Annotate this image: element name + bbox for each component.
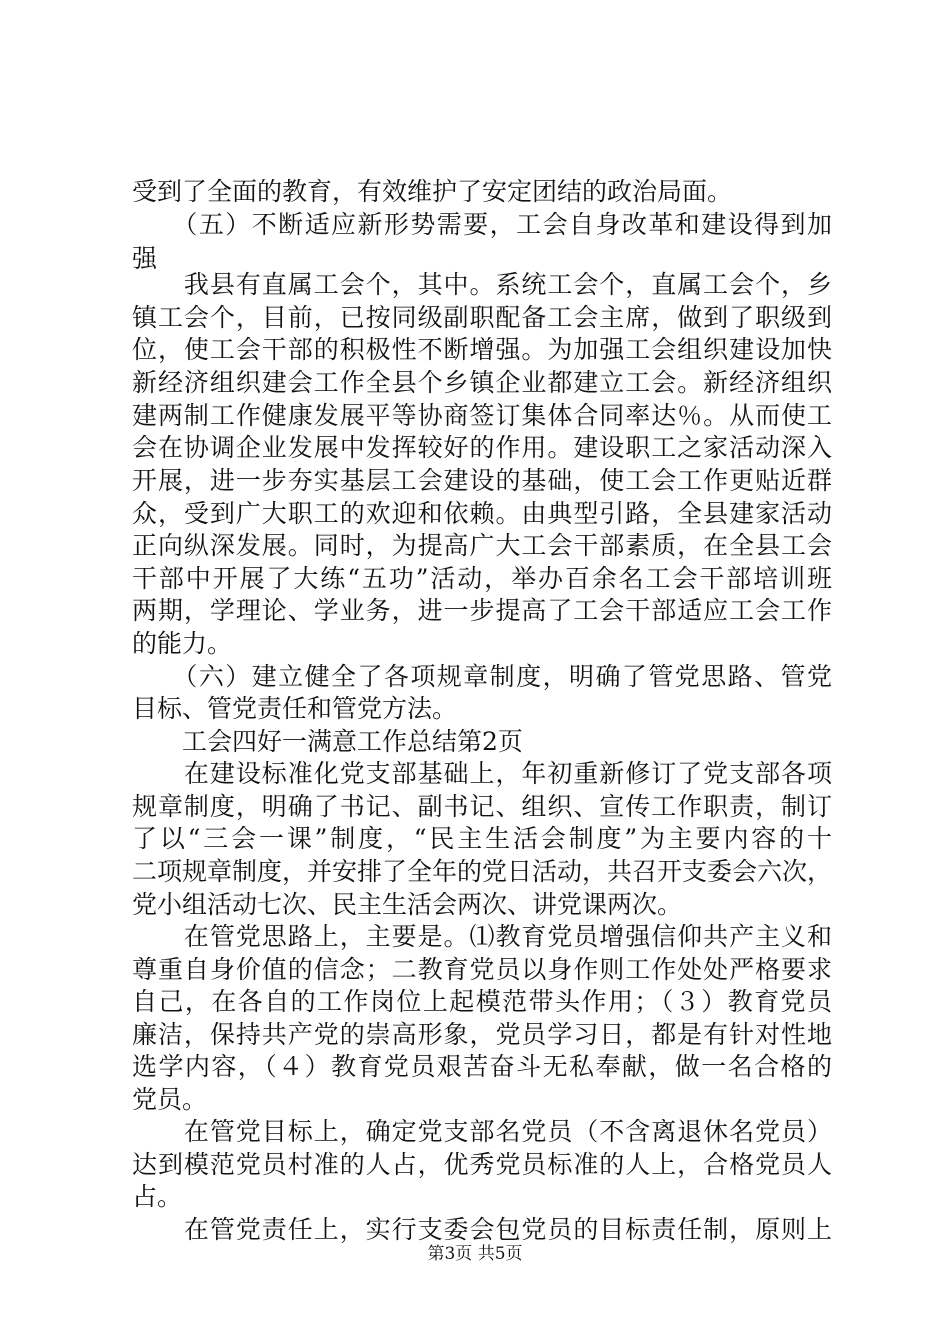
text-line: （六）建立健全了各项规章制度，明确了管党思路、管党 [132, 662, 832, 691]
text-line: 众，受到广大职工的欢迎和依赖。由典型引路，全县建家活动 [132, 499, 832, 528]
text-line: 选学内容，（４）教育党员艰苦奋斗无私奉献，做一名合格的 [132, 1052, 832, 1081]
text-line: 二项规章制度，并安排了全年的党日活动，共召开支委会六次， [132, 857, 832, 886]
text-line: 占。 [132, 1182, 183, 1211]
text-line: 在管党责任上，实行支委会包党员的目标责任制，原则上 [132, 1215, 832, 1244]
text-line: 了以“三会一课”制度，“民主生活会制度”为主要内容的十 [132, 824, 832, 853]
text-line: 正向纵深发展。同时，为提高广大工会干部素质，在全县工会 [132, 531, 832, 560]
text-line: 我县有直属工会个，其中。系统工会个，直属工会个，乡 [132, 270, 832, 299]
text-line: 镇工会个，目前，已按同级副职配备工会主席，做到了职级到 [132, 303, 832, 332]
text-line: 干部中开展了大练“五功”活动，举办百余名工会干部培训班 [132, 564, 832, 593]
text-line: 新经济组织建会工作全县个乡镇企业都建立工会。新经济组织 [132, 368, 832, 397]
text-line: 自己，在各自的工作岗位上起模范带头作用；（３）教育党员 [132, 987, 832, 1016]
text-line: 会在协调企业发展中发挥较好的作用。建设职工之家活动深入 [132, 433, 832, 462]
page-footer: 第3页 共5页 [427, 1244, 523, 1264]
text-line: 廉洁，保持共产党的崇高形象，党员学习日，都是有针对性地 [132, 1020, 832, 1049]
text-line: 达到模范党员村准的人占，优秀党员标准的人上，合格党员人 [132, 1150, 832, 1179]
text-line: 受到了全面的教育，有效维护了安定团结的政治局面。 [132, 177, 733, 206]
text-line: 位，使工会干部的积极性不断增强。为加强工会组织建设加快 [132, 335, 832, 364]
text-line: 目标、管党责任和管党方法。 [132, 694, 458, 723]
text-line: 开展，进一步夯实基层工会建设的基础，使工会工作更贴近群 [132, 466, 832, 495]
text-line: 党小组活动七次、民主生活会两次、讲党课两次。 [132, 890, 683, 919]
text-line: 强 [132, 244, 158, 273]
text-line: 在管党目标上，确定党支部名党员（不含离退休名党员） [132, 1117, 832, 1146]
text-line: 在建设标准化党支部基础上，年初重新修订了党支部各项 [132, 759, 832, 788]
text-line: （五）不断适应新形势需要，工会自身改革和建设得到加 [132, 210, 832, 239]
section-heading: 工会四好一满意工作总结第2页 [132, 727, 523, 756]
text-line: 规章制度，明确了书记、副书记、组织、宣传工作职责，制订 [132, 792, 832, 821]
text-line: 党员。 [132, 1085, 208, 1114]
text-line: 在管党思路上，主要是。⑴教育党员增强信仰共产主义和 [132, 922, 832, 951]
text-line: 尊重自身价值的信念；二教育党员以身作则工作处处严格要求 [132, 955, 832, 984]
text-line: 两期，学理论、学业务，进一步提高了工会干部适应工会工作 [132, 596, 832, 625]
text-line: 建两制工作健康发展平等协商签订集体合同率达％。从而使工 [132, 401, 832, 430]
text-line: 的能力。 [132, 629, 233, 658]
